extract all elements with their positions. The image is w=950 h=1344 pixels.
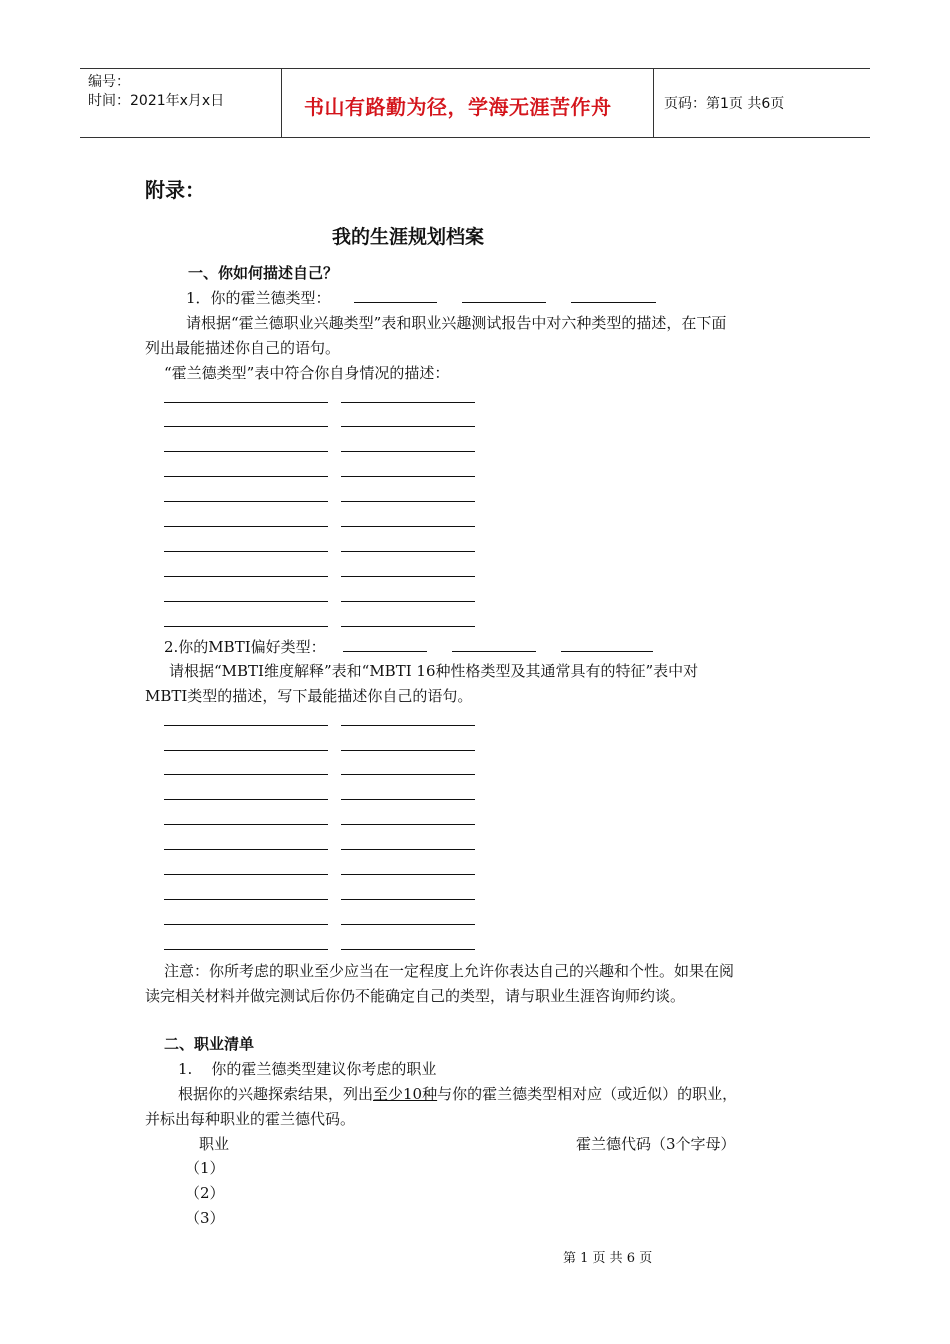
q2-blank-2[interactable] (452, 651, 536, 652)
holland-line-left[interactable] (164, 426, 328, 427)
holland-line-right[interactable] (341, 451, 475, 452)
q2-blank-1[interactable] (343, 651, 427, 652)
holland-line-right[interactable] (341, 626, 475, 627)
mbti-line-right[interactable] (341, 824, 475, 825)
document-title: 我的生涯规划档案 (332, 226, 485, 248)
holland-line-left[interactable] (164, 626, 328, 627)
holland-line-left[interactable] (164, 501, 328, 502)
header-meta (88, 73, 224, 111)
mbti-line-left[interactable] (164, 799, 328, 800)
section2-item1: 1. 你的霍兰德类型建议你考虑的职业 (178, 1060, 437, 1078)
mbti-line-left[interactable] (164, 849, 328, 850)
mbti-line-right[interactable] (341, 924, 475, 925)
mbti-line-left[interactable] (164, 949, 328, 950)
job-row-2: （2） (185, 1184, 225, 1202)
note-line2: 读完相关材料并做完测试后你仍不能确定自己的类型，请与职业生涯咨询师约谈。 (145, 987, 686, 1005)
mbti-line-left[interactable] (164, 824, 328, 825)
header-table (80, 68, 870, 138)
header-number-label: 编号： (88, 74, 130, 90)
q1-instruction-line1: 请根据“霍兰德职业兴趣类型”表和职业兴趣测试报告中对六种类型的描述，在下面 (186, 314, 727, 332)
holland-line-right[interactable] (341, 501, 475, 502)
section1-heading: 一、你如何描述自己？ (188, 264, 339, 282)
para-prefix: 根据你的兴趣探索结果，列出 (178, 1085, 374, 1103)
appendix-title: 附录： (145, 178, 205, 202)
holland-line-left[interactable] (164, 476, 328, 477)
holland-line-right[interactable] (341, 476, 475, 477)
mbti-line-right[interactable] (341, 799, 475, 800)
mbti-line-left[interactable] (164, 725, 328, 726)
q1-label: 1．你的霍兰德类型： (186, 289, 331, 307)
header-time-label: 时间：2021年x月x日 (88, 93, 225, 109)
holland-line-left[interactable] (164, 526, 328, 527)
mbti-line-right[interactable] (341, 750, 475, 751)
mbti-line-right[interactable] (341, 774, 475, 775)
holland-line-right[interactable] (341, 526, 475, 527)
holland-line-right[interactable] (341, 601, 475, 602)
holland-line-right[interactable] (341, 426, 475, 427)
mbti-line-right[interactable] (341, 874, 475, 875)
column-header-job: 职业 (199, 1135, 230, 1153)
holland-line-left[interactable] (164, 402, 328, 403)
q2-instruction-line1: 请根据“MBTI维度解释”表和“MBTI 16种性格类型及其通常具有的特征”表中对 (169, 662, 699, 680)
section2-heading: 二、职业清单 (164, 1035, 255, 1053)
mbti-line-left[interactable] (164, 899, 328, 900)
q1-blank-3[interactable] (571, 302, 656, 303)
job-row-1: （1） (185, 1159, 225, 1177)
mbti-line-right[interactable] (341, 725, 475, 726)
job-row-3: （3） (185, 1209, 225, 1227)
header-divider-left (281, 69, 282, 137)
header-motto: 书山有路勤为径，学海无涯苦作舟 (304, 95, 612, 119)
mbti-line-right[interactable] (341, 949, 475, 950)
holland-line-right[interactable] (341, 402, 475, 403)
holland-line-left[interactable] (164, 601, 328, 602)
section2-paragraph-line2: 并标出每种职业的霍兰德代码。 (145, 1110, 356, 1128)
q2-blank-3[interactable] (561, 651, 653, 652)
q1-instruction-line2: 列出最能描述你自己的语句。 (145, 339, 341, 357)
footer-page-number: 第 1 页 共 6 页 (563, 1251, 653, 1266)
mbti-line-left[interactable] (164, 774, 328, 775)
holland-line-left[interactable] (164, 576, 328, 577)
para-emphasis-at-least-10: 至少10种 (373, 1085, 438, 1103)
q1-blank-1[interactable] (354, 302, 437, 303)
header-page-info: 页码：第1页 共6页 (664, 96, 785, 112)
mbti-line-right[interactable] (341, 899, 475, 900)
column-header-holland-code: 霍兰德代码（3个字母） (576, 1135, 736, 1153)
holland-line-left[interactable] (164, 451, 328, 452)
q1-table-label: “霍兰德类型”表中符合你自身情况的描述： (164, 364, 450, 382)
note-line1: 注意：你所考虑的职业至少应当在一定程度上允许你表达自己的兴趣和个性。如果在阅 (164, 962, 735, 980)
para-suffix: 与你的霍兰德类型相对应（或近似）的职业， (437, 1085, 738, 1103)
mbti-line-left[interactable] (164, 750, 328, 751)
q2-instruction-line2: MBTI类型的描述，写下最能描述你自己的语句。 (145, 687, 473, 705)
mbti-line-left[interactable] (164, 874, 328, 875)
holland-line-right[interactable] (341, 576, 475, 577)
q2-mbti-label: 2.你的MBTI偏好类型： (164, 638, 326, 656)
q1-blank-2[interactable] (462, 302, 546, 303)
mbti-line-left[interactable] (164, 924, 328, 925)
holland-line-left[interactable] (164, 551, 328, 552)
holland-line-right[interactable] (341, 551, 475, 552)
mbti-line-right[interactable] (341, 849, 475, 850)
header-divider-right (653, 69, 654, 137)
section2-paragraph-line1 (178, 1083, 737, 1104)
q1-holland-type (186, 287, 331, 308)
